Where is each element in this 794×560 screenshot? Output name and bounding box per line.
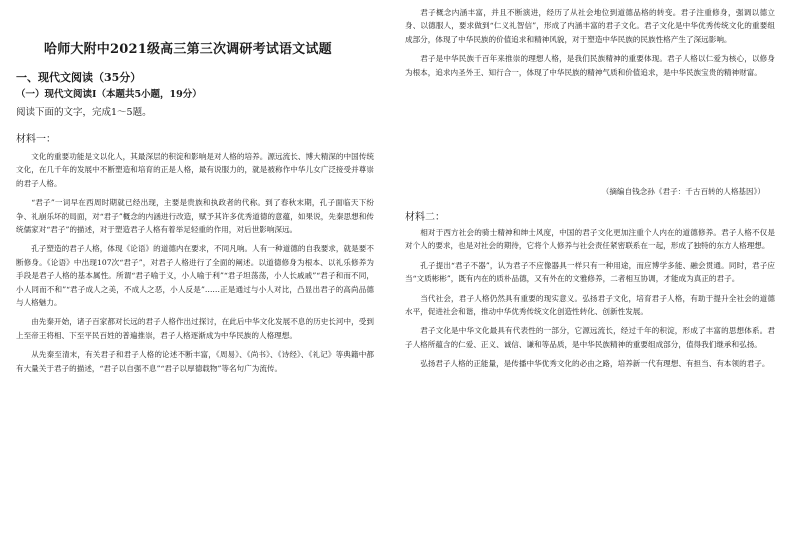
paragraph: 文化的重要功能是文以化人，其最深层的积淀和影响是对人格的培养。源远流长、博大精深的中国传统文化，在几千年的发展中不断塑造和培育的正是人格，最有说服力的，就是被称作中华儿女广泛接受并尊崇的君子人格。 [16,152,374,188]
paragraph: 当代社会，君子人格仍然具有重要的现实意义。弘扬君子文化，培育君子人格，有助于提升全社会的道德水平，促进社会和谐，推动中华优秀传统文化创造性转化、创新性发展。 [405,293,775,317]
material-two-label: 材料二： [405,212,445,223]
material-two-text [405,226,775,377]
reading-instruction: 阅读下面的文字，完成1～5题。 [16,107,152,118]
paragraph: 由先秦开始，诸子百家都对长远的君子人格作出过探讨，在此后中华文化发展不息的历史长河中，受到上至帝王将相、下至平民百姓的普遍推崇，君子人格逐渐成为中华民族的人格理想。 [16,317,374,340]
paragraph: 孔子提出“君子不器”，认为君子不应像器具一样只有一种用途，而应博学多能、融会贯通。同时，君子应当“文质彬彬”，既有内在的质朴品德，又有外在的文雅修养，二者相互协调，才能成为真正的君子。 [405,260,775,284]
paragraph: 君子概念内涵丰富，并且不断演进，经历了从社会地位到道德品格的转变。君子注重修身，强调以德立身、以德服人，要求做到“仁义礼智信”，形成了内涵丰富的君子文化。君子文化是中华优秀传统文化的重要组成部分，体现了中华民族的价值追求和精神风貌，对于塑造中华民族的民族性格产生了深远影响。 [405,8,775,44]
material-one-text [16,150,374,381]
material-one-continued [405,6,775,85]
section-heading: 一、现代文阅读（35分） [16,71,142,84]
exam-title: 哈师大附中2021级高三第三次调研考试语文试题 [44,42,332,57]
paragraph: 孔子塑造的君子人格，体现《论语》的道德内在要求，不同凡响。人有一种道德的自我要求，就是要不断修身。《论语》中出现107次“君子”，对君子人格进行了全面的阐述。以道德修身为根本、以礼乐修养为手段是君子人格的基本属性。所谓“君子喻于义，小人喻于利”“君子坦荡荡，小人长戚戚”“君子和而不同，小人同而不和”“君子成人之美，不成人之恶，小人反是”……正是通过与小人对比，凸显出君子的高尚品德与人格魅力。 [16,244,374,308]
source-citation: （摘编自钱念孙《君子：千古百转的人格基因》） [601,187,765,196]
material-one-label: 材料一： [16,134,56,145]
paragraph: 弘扬君子人格的正能量，是传播中华优秀文化的必由之路，培养新一代有理想、有担当、有本领的君子。 [420,359,770,369]
paragraph: 君子文化是中华文化最具有代表性的一部分，它源远流长，经过千年的积淀，形成了丰富的思想体系。君子人格所蕴含的仁爱、正义、诚信、谦和等品质，是中华民族精神的重要组成部分，值得我们继承和弘扬。 [405,326,775,349]
paragraph: 从先秦至清末，有关君子和君子人格的论述不断丰富，《周易》、《尚书》、《诗经》、《礼记》等典籍中都有大量关于君子的描述，“君子以自强不息”“君子以厚德载物”等名句广为流传。 [16,350,374,373]
subsection-heading: （一）现代文阅读Ⅰ（本题共5小题，19分） [16,89,202,100]
paragraph: 君子是中华民族千百年来推崇的理想人格，是我们民族精神的重要体现。君子人格以仁爱为核心，以修身为根本，追求内圣外王、知行合一，体现了中华民族的精神气质和价值追求，是中华民族宝贵的精神财富。 [405,54,775,77]
paragraph: 相对于西方社会的骑士精神和绅士风度，中国的君子文化更加注重个人内在的道德修养。君子人格不仅是对个人的要求，也是对社会的期待，它将个人修养与社会责任紧密联系在一起，形成了独特的东方人格理想。 [405,228,775,251]
paragraph: “君子”一词早在西周时期就已经出现，主要是贵族和执政者的代称。到了春秋末期，孔子面临天下纷争、礼崩乐坏的局面，对“君子”概念的内涵进行改造，赋予其许多优秀道德的意蕴，如果说，先秦思想和传统儒家对“君子”的描述，对于塑造君子人格有着举足轻重的作用，对后世影响深远。 [16,198,374,235]
